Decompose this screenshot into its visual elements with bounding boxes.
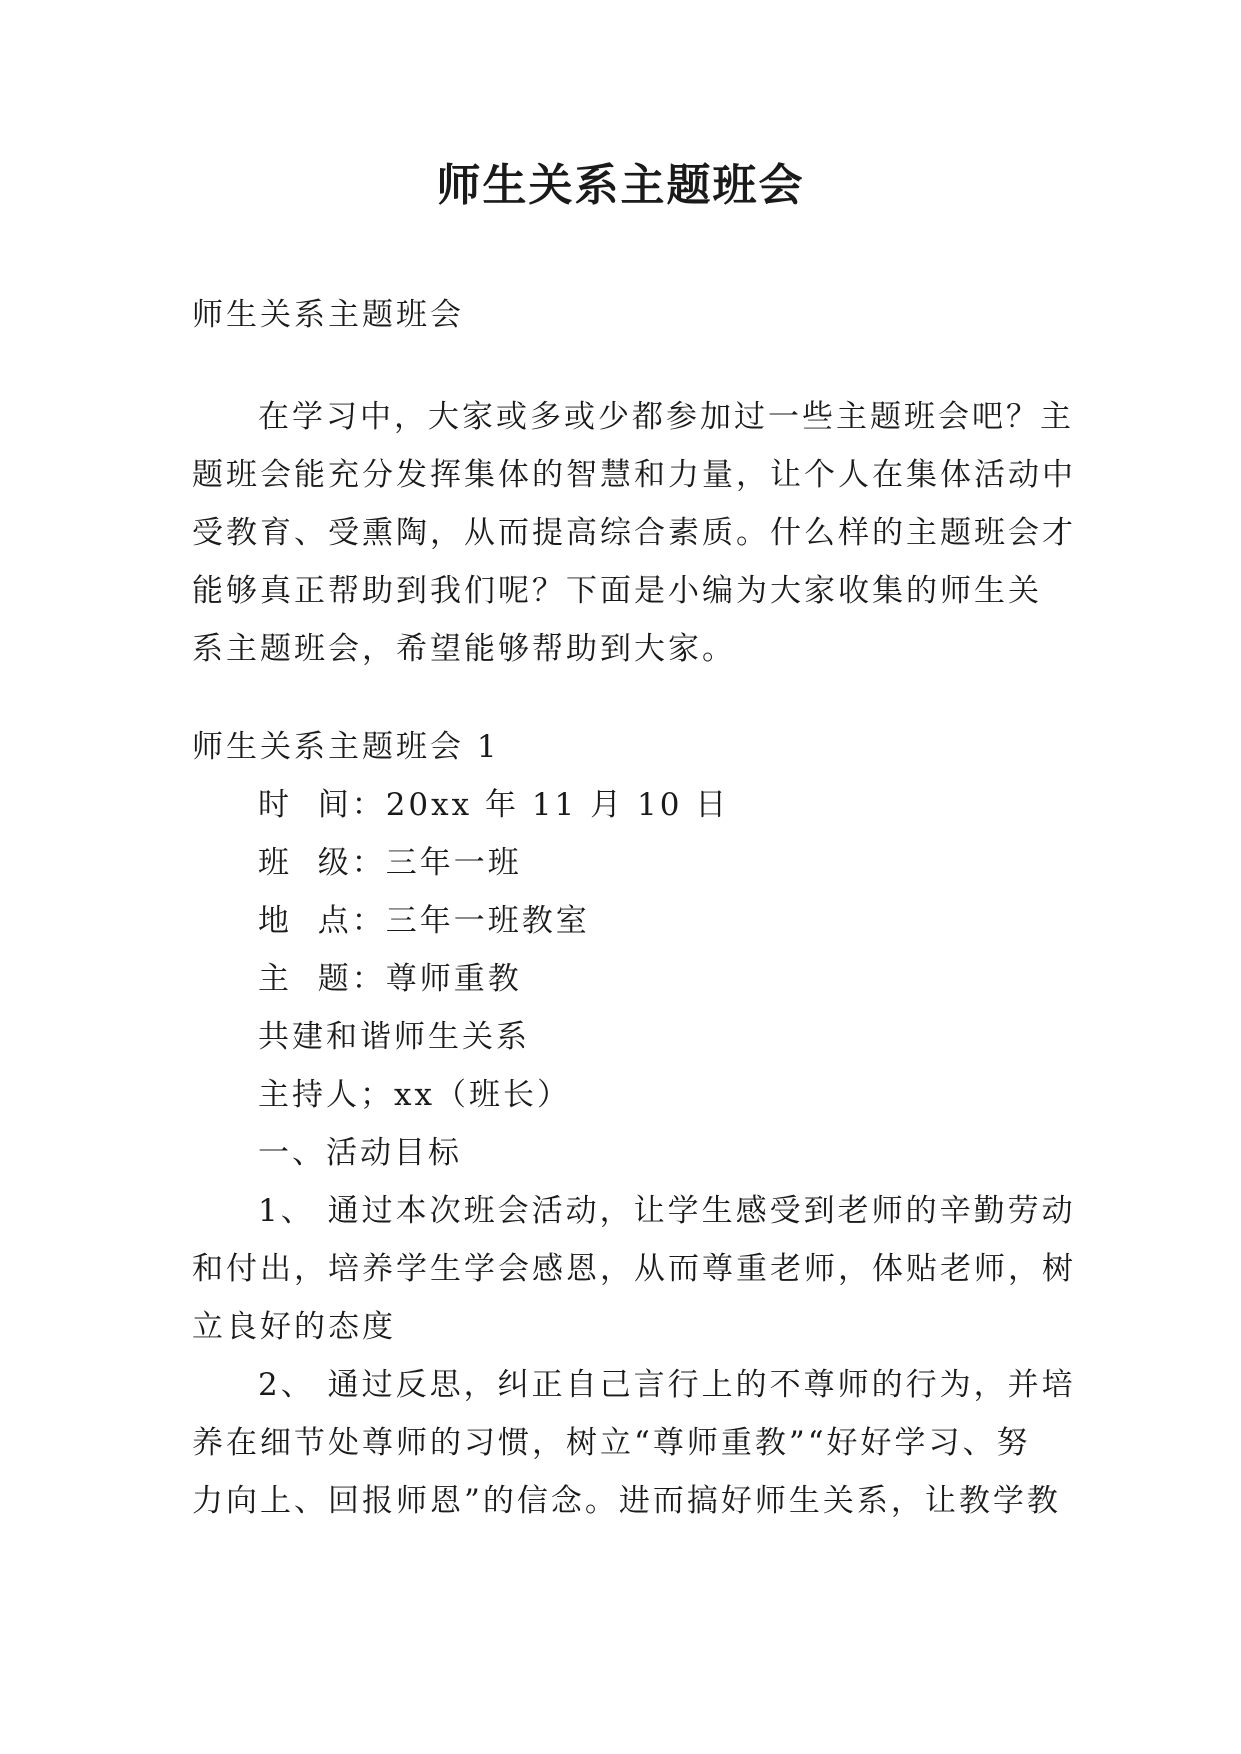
goals-heading: 一、活动目标 <box>258 1135 462 1171</box>
info-line-class: 班 级：三年一班 <box>258 845 522 881</box>
goal-1-line: 和付出，培养学生学会感恩，从而尊重老师，体贴老师，树 <box>192 1251 1076 1287</box>
info-line-theme: 主 题：尊师重教 <box>258 961 522 997</box>
goal-2-line: 力向上、回报师恩”的信念。进而搞好师生关系，让教学教 <box>192 1483 1061 1519</box>
info-line-host: 主持人；xx（班长） <box>258 1077 571 1113</box>
document-subtitle: 师生关系主题班会 <box>192 297 464 333</box>
goal-2-line: 养在细节处尊师的习惯，树立“尊师重教”“好好学习、努 <box>192 1425 1031 1461</box>
intro-line: 系主题班会，希望能够帮助到大家。 <box>192 631 736 667</box>
intro-line: 在学习中，大家或多或少都参加过一些主题班会吧？主 <box>258 399 1074 435</box>
intro-line: 受教育、受熏陶，从而提高综合素质。什么样的主题班会才 <box>192 515 1076 551</box>
info-line-time: 时 间：20xx 年 11 月 10 日 <box>258 787 730 823</box>
goal-2-line: 2、 通过反思，纠正自己言行上的不尊师的行为，并培 <box>258 1367 1076 1403</box>
intro-paragraph <box>192 388 1076 678</box>
goal-1-line: 1、 通过本次班会活动，让学生感受到老师的辛勤劳动 <box>258 1193 1076 1229</box>
info-line-location: 地 点：三年一班教室 <box>258 903 590 939</box>
document-title: 师生关系主题班会 <box>436 160 805 211</box>
section-heading: 师生关系主题班会 1 <box>192 729 500 765</box>
goal-1-line: 立良好的态度 <box>192 1309 396 1345</box>
section-1 <box>192 718 1076 1530</box>
intro-line: 题班会能充分发挥集体的智慧和力量，让个人在集体活动中 <box>192 457 1076 493</box>
intro-line: 能够真正帮助到我们呢？下面是小编为大家收集的师生关 <box>192 573 1042 609</box>
document-body <box>192 286 1076 1530</box>
info-line-theme-cont: 共建和谐师生关系 <box>258 1019 530 1055</box>
